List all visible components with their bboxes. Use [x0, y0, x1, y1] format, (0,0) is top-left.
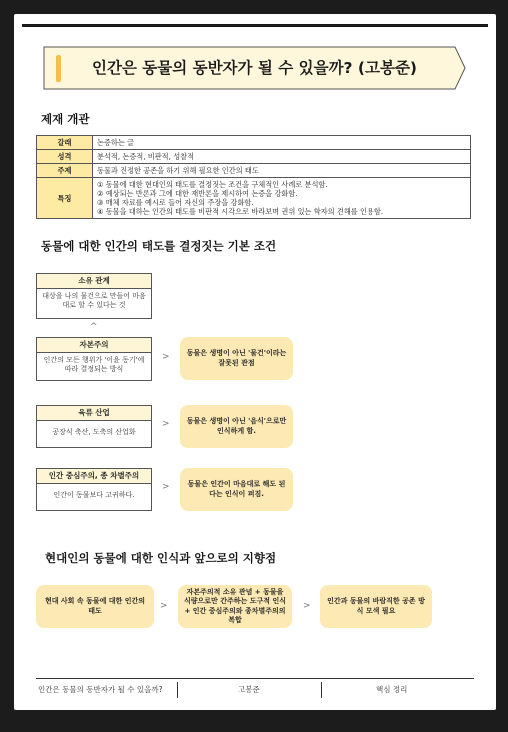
table-row: [37, 136, 471, 150]
result-pill: 동물은 생명이 아닌 '물건'이라는 잘못된 관점: [180, 337, 293, 380]
condition-box-ownership: [36, 273, 152, 319]
right-arrow-icon: >: [162, 352, 170, 362]
table-row: [37, 150, 471, 164]
condition-body: 공장식 축산, 도축의 산업화: [52, 428, 136, 436]
right-arrow-icon: >: [162, 419, 170, 429]
condition-title: 소유 관계: [37, 274, 151, 289]
page: [14, 14, 496, 710]
condition-body: 인간이 동물보다 고귀하다.: [53, 491, 135, 499]
modern-step-1: 현대 사회 속 동물에 대한 인간의 태도: [36, 585, 154, 628]
row-key: 성격: [37, 150, 93, 164]
row-value: 동물과 진정한 공존을 하기 위해 필요한 인간의 태도: [93, 164, 471, 178]
feature-line: ② 예상되는 반론과 그에 대한 재반론을 제시하여 논증을 강화함.: [97, 189, 298, 198]
row-key: 갈래: [37, 136, 93, 150]
right-arrow-icon: >: [303, 601, 311, 611]
right-arrow-icon: >: [160, 601, 168, 611]
footer-label: 핵심 정리: [376, 685, 408, 694]
footer-title: 인간은 동물의 동반자가 될 수 있을까?: [38, 685, 163, 694]
condition-box-meat-industry: [36, 405, 152, 448]
overview-table: [36, 135, 471, 219]
page-title: 인간은 동물의 동반자가 될 수 있을까? (고봉준): [91, 59, 418, 77]
row-value: 논증하는 글: [93, 136, 471, 150]
condition-title: 인간 중심주의, 종 차별주의: [37, 469, 151, 484]
condition-body: 인간의 모든 행위가 '이윤 동기'에 따라 결정되는 방식: [43, 356, 145, 374]
footer-rule: [36, 678, 474, 679]
section-heading-modern: 현대인의 동물에 대한 인식과 앞으로의 지향점: [40, 550, 281, 566]
table-row: [37, 164, 471, 178]
footer-divider: [177, 682, 178, 698]
table-row: [37, 178, 471, 219]
right-arrow-icon: >: [162, 482, 170, 492]
up-arrow-icon: ^: [90, 322, 98, 332]
condition-title: 자본주의: [37, 338, 151, 353]
title-banner: [42, 45, 467, 91]
condition-box-capitalism: [36, 337, 152, 381]
modern-step-3: 인간과 동물의 바람직한 공존 방식 모색 필요: [320, 585, 432, 628]
condition-body: 대상을 나의 물건으로 만들어 마음대로 할 수 있다는 것: [42, 292, 146, 310]
section-heading-overview: 제재 개관: [36, 111, 94, 127]
condition-title: 육류 산업: [37, 406, 151, 421]
condition-box-anthropocentrism: [36, 468, 152, 511]
footer-divider: [321, 682, 322, 698]
feature-line: ③ 매체 자료를 예시로 들어 자신의 주장을 강화함.: [97, 198, 254, 207]
feature-line: ① 동물에 대한 현대인의 태도를 결정짓는 조건을 구체적인 사례로 분석함.: [97, 180, 328, 189]
result-pill: 동물은 인간이 마음대로 해도 된다는 인식이 퍼짐.: [180, 468, 293, 511]
row-key: 특징: [37, 178, 93, 219]
row-key: 주제: [37, 164, 93, 178]
row-value: 분석적, 논증적, 비판적, 성찰적: [93, 150, 471, 164]
modern-step-2: 자본주의적 소유 관념 + 동물을 식량으로만 간주하는 도구적 인식 + 인간 중심주의와 종차별주의의 복합: [178, 585, 292, 628]
section-heading-conditions: 동물에 대한 인간의 태도를 결정짓는 기본 조건: [36, 238, 281, 254]
feature-line: ④ 동물을 대하는 인간의 태도를 비판적 시각으로 바라보며 권위 있는 학자의 견해를 인용함.: [97, 207, 384, 216]
top-rule: [22, 24, 488, 27]
row-value-list: [93, 178, 471, 219]
footer-author: 고봉준: [238, 685, 260, 694]
result-pill: 동물은 생명이 아닌 '음식'으로만 인식하게 함.: [180, 405, 293, 448]
